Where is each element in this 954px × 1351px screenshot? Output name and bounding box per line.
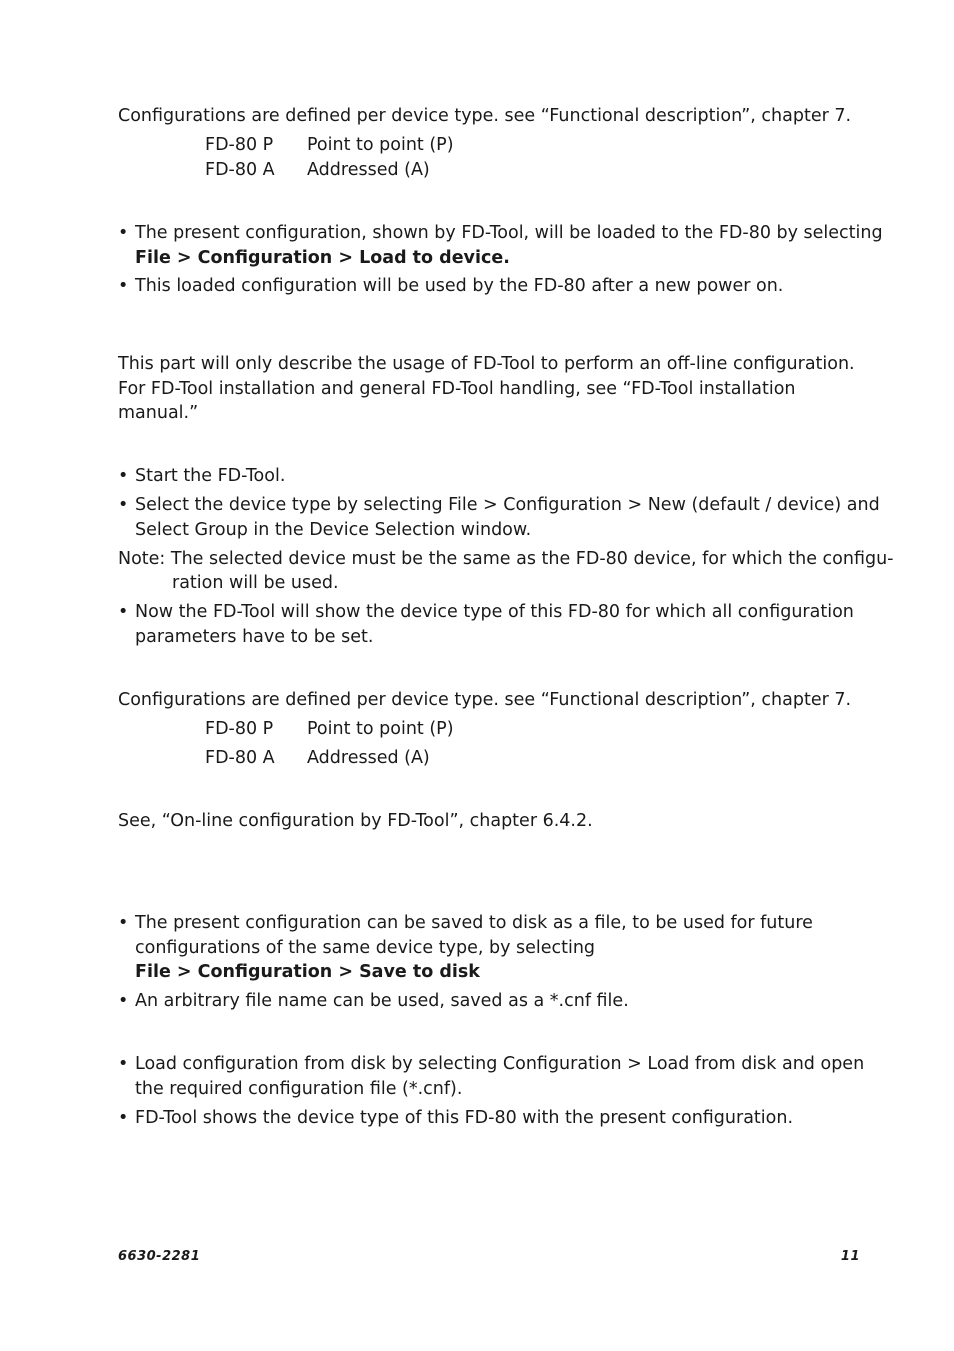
device-code: FD-80 A [205, 748, 275, 768]
note-text: ration will be used. [172, 573, 339, 593]
list-item-text: Select Group in the Device Selection window. [135, 519, 532, 540]
bullet-icon: • [118, 466, 129, 486]
device-desc: Addressed (A) [307, 160, 430, 180]
device-code: FD-80 A [205, 160, 275, 180]
section1-intro: Configurations are defined per device type. see “Functional description”, chapter 7. [118, 106, 852, 126]
menu-path: File > Configuration > Load to device. [135, 247, 510, 268]
section5-intro: Configurations are defined per device type. see “Functional description”, chapter 7. [118, 690, 852, 710]
bullet-icon: • [118, 602, 129, 622]
list-item-text: Select the device type by selecting File > Configuration > New (default / device) and [135, 495, 880, 515]
list-item-text: Start the FD-Tool. [135, 466, 286, 486]
list-item-text: Now the FD-Tool will show the device type of this FD-80 for which all configuration [135, 602, 854, 622]
device-desc: Point to point (P) [307, 135, 454, 155]
bullet-icon: • [118, 991, 129, 1011]
list-item-text: This loaded configuration will be used by the FD-80 after a new power on. [135, 276, 784, 296]
bullet-icon: • [118, 276, 129, 296]
bullet-icon: • [118, 1108, 129, 1128]
list-item-text: The present configuration can be saved to disk as a file, to be used for future [135, 913, 813, 933]
bullet-icon: • [118, 495, 129, 515]
list-item-text: An arbitrary file name can be used, saved as a *.cnf file. [135, 991, 629, 1011]
device-desc: Addressed (A) [307, 748, 430, 768]
device-code: FD-80 P [205, 719, 274, 739]
list-item-text: configurations of the same device type, by selecting [135, 937, 596, 958]
device-desc: Point to point (P) [307, 719, 454, 739]
document-number: 6630-2281 [118, 1249, 201, 1264]
menu-path: File > Configuration > Save to disk [135, 962, 480, 982]
bullet-icon: • [118, 913, 129, 933]
cross-reference: See, “On-line configuration by FD-Tool”, chapter 6.4.2. [118, 811, 593, 831]
paragraph-line: manual.” [118, 403, 199, 423]
list-item-text: Load configuration from disk by selecting Configuration > Load from disk and open [135, 1054, 865, 1074]
list-item-text: The present configuration, shown by FD-Tool, will be loaded to the FD-80 by selecting [135, 223, 883, 243]
list-item-text: FD-Tool shows the device type of this FD-80 with the present configuration. [135, 1108, 794, 1128]
device-code: FD-80 P [205, 135, 274, 155]
bullet-icon: • [118, 223, 129, 243]
page-number: 11 [840, 1249, 860, 1264]
list-item-text: the required configuration file (*.cnf). [135, 1078, 463, 1099]
note-text: Note: The selected device must be the same as the FD-80 device, for which the configu- [118, 549, 894, 569]
paragraph-line: For FD-Tool installation and general FD-Tool handling, see “FD-Tool installation [118, 379, 796, 399]
bullet-icon: • [118, 1054, 129, 1074]
list-item-text: parameters have to be set. [135, 626, 374, 647]
paragraph-line: This part will only describe the usage of FD-Tool to perform an off-line configuration. [118, 354, 855, 374]
